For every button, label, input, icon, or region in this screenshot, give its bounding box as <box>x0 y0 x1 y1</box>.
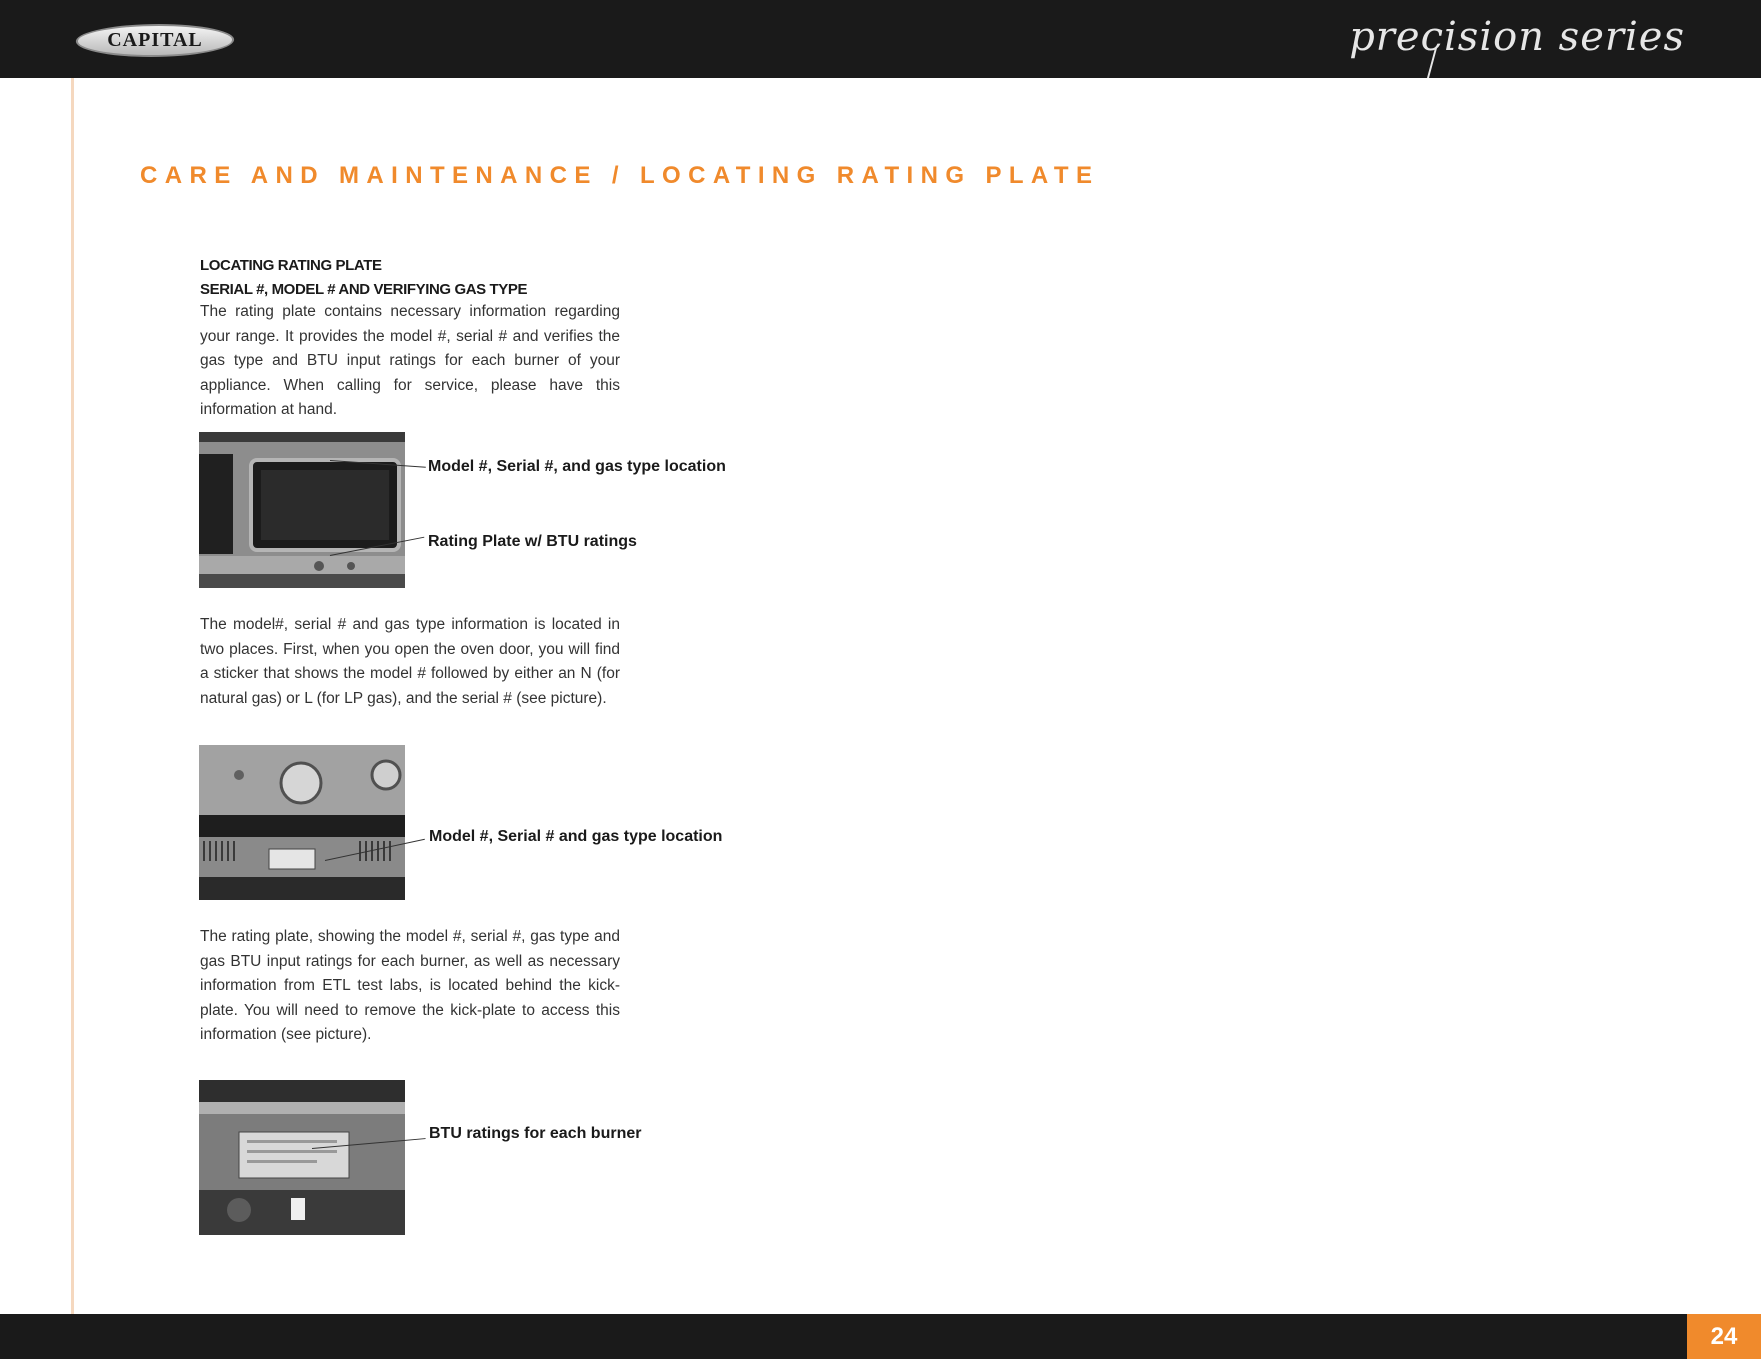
rating-plate-paragraph: The rating plate, showing the model #, serial #, gas type and gas BTU input ratings for each burner, as well as necessary information from ETL test labs, is located behind the kick-plate. You will need to remove the kick-plate to access this information (see picture). <box>200 928 620 1043</box>
logo-text: CAPITAL <box>107 29 203 51</box>
control-panel-photo <box>199 745 405 900</box>
location-paragraph: The model#, serial # and gas type information is located in two places. First, when you open the oven door, you will find a sticker that shows the model # followed by either an N (for natural gas) or L (for LP gas), and the serial # (see picture). <box>200 616 620 707</box>
page-heading: CARE AND MAINTENANCE / LOCATING RATING PLATE <box>140 162 1100 189</box>
section-subtitle-secondary: SERIAL #, MODEL # AND VERIFYING GAS TYPE <box>200 281 528 298</box>
oven-door-photo <box>199 432 405 588</box>
oven-door-illustration <box>199 432 405 588</box>
capital-logo <box>76 24 234 57</box>
series-title: precision series <box>1349 14 1685 60</box>
section-subtitle: LOCATING RATING PLATE <box>200 257 382 274</box>
rating-plate-label: Rating Plate w/ BTU ratings <box>428 533 637 550</box>
page-number: 24 <box>1687 1314 1761 1359</box>
kick-plate-illustration <box>199 1080 405 1235</box>
footer-bar <box>0 1314 1761 1359</box>
model-serial-gas-location-label: Model #, Serial #, and gas type location <box>428 458 726 475</box>
model-serial-gas-location-label-2: Model #, Serial # and gas type location <box>429 828 723 845</box>
control-panel-illustration <box>199 745 405 900</box>
margin-rule <box>71 78 74 1314</box>
intro-paragraph: The rating plate contains necessary information regarding your range. It provides the model #, serial # and verifies the gas type and BTU input ratings for each burner of your appliance. When calling for service, please have this information at hand. <box>200 303 620 418</box>
kick-plate-photo <box>199 1080 405 1235</box>
btu-ratings-label: BTU ratings for each burner <box>429 1125 642 1142</box>
